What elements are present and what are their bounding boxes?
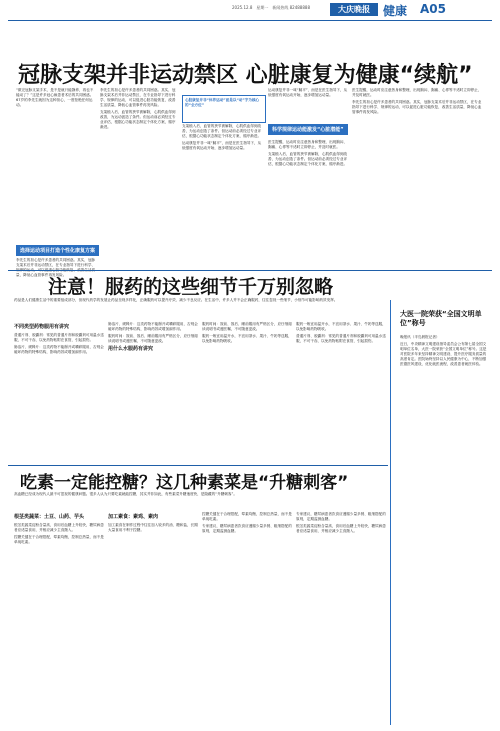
s3c4: 专家建议，糖尿病患者饮食应遵循少量多餐、粗细搭配的原则，定期监测血糖。: [296, 512, 386, 521]
dateline: 2025.12.8 星期一 新闻热线 82488888: [232, 5, 310, 10]
s3c1b: 控糖关键在于合理搭配，荤素均衡，控制总热量，而不是单纯吃素。: [14, 535, 104, 544]
story3-col4: [296, 512, 386, 724]
sidebar-rule: [390, 300, 391, 725]
s2c3b: 服药一般宜用温开水，不宜用茶水、果汁、牛奶等送服，以免影响药物吸收。: [202, 334, 292, 343]
sidebar-text: 近日，中央精神文明建设指导委员会公布第七届全国文明单位名单，大医一院荣获“全国文明单位”称号。这是对医院多年来坚持精神文明建设、提升医疗服务质量的高度肯定。医院始终坚持以人民健康为中心，不断加强医德医风建设，优化就医流程，改善患者就医体验。: [400, 342, 487, 366]
story3-title: 吃素一定能控糖？这几种素菜是“升糖刺客”: [20, 473, 349, 493]
box1-title: 心脏康复并非“休养运动”而是以“动”字为核心的“全方位”: [185, 98, 260, 107]
top-col3a: [268, 88, 348, 122]
story3-col2: [108, 512, 198, 724]
col3b-text: 医生提醒，运动时应注意热身和整理，出现胸闷、胸痛、心悸等不适时立即停止，并及时就医。: [268, 140, 348, 149]
s2c4: 服药一般宜用温开水，不宜用茶水、果汁、牛奶等送服，以免影响药物吸收。: [296, 322, 386, 331]
col0-text: 李先生的担心是许多患者的共同困惑。其实，冠脉支架术后并非运动禁区，在专业指导下进行科学、 量，降低心血管事件再发风险。: [16, 258, 96, 277]
top-col4: [352, 88, 482, 268]
sidebar-title: 大医一院荣获“全国文明单位”称号: [400, 310, 482, 327]
story2-lead: [14, 298, 384, 318]
story2-title: 注意！服药的这些细节千万别忽略: [48, 276, 334, 298]
top-story-title: 冠脉支架并非运动禁区 心脏康复为健康“续航”: [18, 63, 473, 88]
col2-text: 支架植入后，血管的狭窄被解除，心肌供血得到改善，为运动创造了条件。但运动前必须经过专业评估，根据心功能状态制定个体化方案，循序渐进。: [182, 124, 262, 138]
col1-text: 李先生的担心是许多患者的共同困惑。其实，冠脉支架术后并非运动禁区，在专业指导下进行科学、规律的运动，可以促进心脏功能恢复，改善生活质量，降低心血管事件再发风险。: [100, 88, 176, 107]
top-col3: [268, 140, 348, 268]
story3-sub1: 根茎类蔬菜：土豆、山药、芋头: [14, 514, 85, 520]
section-name: 健康: [383, 4, 408, 18]
story2-col2: [108, 322, 198, 462]
page-header: [0, 0, 500, 22]
story3-col3: [202, 512, 292, 724]
col4-text: 医生提醒，运动时应注意热身和整理，出现胸闷、胸痛、心悸等不适时立即停止，并及时就医。: [352, 88, 482, 97]
col1b-text: 支架植入后，血管的狭窄被解除，心肌供血得到改善，为运动创造了条件。但运动前必须经过专业评估，根据心功能状态制定个体化方案，循序渐进。: [100, 110, 176, 129]
intro-text: “做完冠脉支架手术，是不是就只能静养，再也不能动了？”这是许多冠心病患者术后的共同困惑。67岁的李先生就因为这种担心，一度拒绝任何运动。: [16, 88, 94, 107]
story3-lead: [14, 492, 384, 510]
story2-col3: [202, 322, 292, 462]
top-story-caption: 选择运动项目打造个性化康复方案: [16, 245, 99, 256]
masthead: 大庆晚报: [330, 3, 378, 16]
s2c4b: 普通片剂、胶囊剂：常见的普通片剂和胶囊剂可用温水送服，不可干吞，以免药物粘附在食管，引起损伤。: [296, 334, 386, 343]
story3-sub2: 加工素食：素鸡、素肉: [108, 514, 159, 520]
story3-lead-text: 高血糖已经成为现代人最不可忽视的健康问题。很多人认为只要吃素就能控糖，其实并非如此，有些素菜升糖速度快，是隐藏的“升糖刺客”。: [14, 492, 237, 496]
col3c-text: 支架植入后，血管的狭窄被解除，心肌供血得到改善，为运动创造了条件。但运动前必须经过专业评估，根据心功能状态制定个体化方案，循序渐进。: [268, 152, 348, 166]
s3c3: 控糖关键在于合理搭配，荤素均衡，控制总热量，而不是单纯吃素。: [202, 512, 292, 521]
story2-col1: [14, 322, 104, 462]
page-number: A05: [420, 2, 446, 16]
sidebar-reporter: 晚报讯（半岛晨报记者）: [400, 335, 440, 339]
box2-title: 科学规律运动能激发“心脏潜能”: [268, 124, 348, 135]
sidebar-body: [400, 335, 488, 723]
story2-col4: [296, 322, 386, 462]
story-rule-2: [8, 465, 388, 466]
s3c1: 根茎类蔬菜淀粉含量高，食用后血糖上升较快，糖尿病患者应适量食用，并相应减少主食摄入。: [14, 523, 104, 532]
s2c2b: 服药时间：饭前、饭后、睡前服用有严格区分，应仔细阅读说明书或遵医嘱，不可随意更改。: [108, 334, 198, 343]
col4b-text: 李先生的担心是许多患者的共同困惑。其实，冠脉支架术后并非运动禁区，在专业指导下进行科学、规律的运动，可以促进心脏功能恢复，改善生活质量，降低心血管事件再发风险。: [352, 100, 482, 114]
col2b-text: 运动康复并非一味“躺平”，而是在医生指导下，从低强度有氧运动开始，逐步增加运动量。: [182, 141, 262, 150]
s2c3: 服药时间：饭前、饭后、睡前服用有严格区分，应仔细阅读说明书或遵医嘱，不可随意更改。: [202, 322, 292, 331]
s2c1: 普通片剂、胶囊剂：常见的普通片剂和胶囊剂可用温水送服，不可干吞，以免药物粘附在食管，引起损伤。: [14, 333, 104, 342]
story2-sub1: 不同类型药物服用有讲究: [14, 324, 70, 330]
s2c2: 肠溶片、缓释片：这类药物不能掰开或嚼碎服用，否则会破坏药物的特殊结构，影响药效或增加副作用。: [108, 322, 198, 331]
top-col0: [16, 258, 96, 277]
s2c1b: 肠溶片、缓释片：这类药物不能掰开或嚼碎服用，否则会破坏药物的特殊结构，影响药效或增加副作用。: [14, 345, 104, 354]
s3c3b: 专家建议，糖尿病患者饮食应遵循少量多餐、粗细搭配的原则，定期监测血糖。: [202, 524, 292, 533]
top-col2: [182, 124, 264, 268]
s3c4b: 根茎类蔬菜淀粉含量高，食用后血糖上升较快，糖尿病患者应适量食用，并相应减少主食摄入。: [296, 524, 386, 533]
header-rule: [8, 20, 492, 21]
top-col1: [100, 88, 178, 268]
s3c2: 加工素食在制作过程中往往加入较多的油、糖和盐，长期大量食用不利于控糖。: [108, 523, 198, 532]
col3-text: 运动康复并非一味“躺平”，而是在医生指导下，从低强度有氧运动开始，逐步增加运动量。: [268, 88, 348, 97]
story2-sub2: 用什么水服药有讲究: [108, 346, 154, 352]
story2-lead-text: 药品是人们健康生活中的重要组成部分，但现代药学的发展让药品呈现多样化，正确服药可以提升疗效、减少不良反应。在生活中，许多人并不会正确服药，往往忽视一些细节，小细节可能影响药效发挥。: [14, 298, 338, 302]
top-story-intro: [16, 88, 96, 238]
box1: [182, 95, 266, 123]
story3-col1: [14, 512, 104, 724]
story-rule-1: [8, 270, 492, 271]
